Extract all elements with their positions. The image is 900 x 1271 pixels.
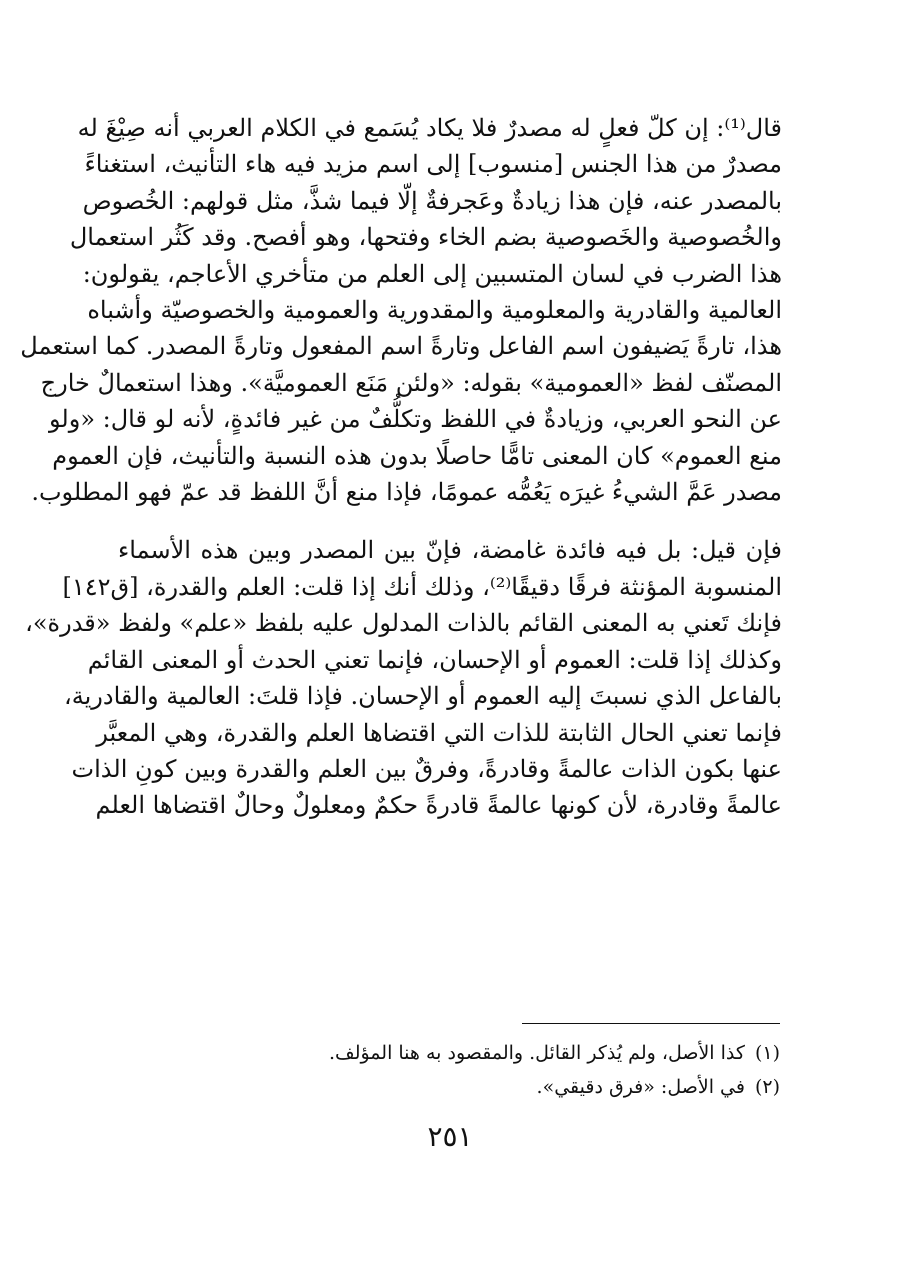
footnotes [116, 1036, 780, 1104]
text-line: منع العموم» كان المعنى تامًّا حاصلًا بدون هذه النسبة والتأنيث، فإن العموم [52, 441, 782, 470]
text-line: فإنما تعني الحال الثابتة للذات التي اقتضاها العلم والقدرة، وهي المعبَّر [96, 718, 782, 747]
text-line: بالمصدر عنه، فإن هذا زيادةٌ وعَجرفةٌ إلّا فيما شذَّ، مثل قولهم: الخُصوص [82, 186, 782, 215]
text-line: والخُصوصية والخَصوصية بضم الخاء وفتحها، وهو أفصح. وقد كَثُر استعمال [69, 223, 782, 252]
text-line: هذا، تارةً يَضيفون اسم الفاعل وتارةً اسم المفعول وتارةً المصدر. كما استعمل [20, 332, 782, 361]
paragraph-1 [20, 110, 782, 510]
text-line: مصدر عَمَّ الشيءُ غيرَه يَعُمُّه عمومًا، فإذا منع أنَّ اللفظ قد عمّ فهو المطلوب. [31, 478, 782, 507]
text-line: هذا الضرب في لسان المتسبين إلى العلم من متأخري الأعاجم، يقولون: [82, 259, 782, 288]
text-line: قال⁽¹⁾: إن كلّ فعلٍ له مصدرٌ فلا يكاد يُسَمع في الكلام العربي أنه صِيْغَ له [77, 114, 782, 142]
footnote-text: في الأصل: «فرق دقيقي». [536, 1076, 745, 1098]
text-line: فإنك تَعني به المعنى القائم بالذات المدلول عليه بلفظ «علم» ولفظ «قدرة»، [25, 609, 782, 638]
text-line: فإن قيل: بل فيه فائدة غامضة، فإنّ بين المصدر وبين هذه الأسماء [118, 536, 782, 565]
text-line: العالمية والقادرية والمعلومية والمقدورية والعمومية والخصوصيّة وأشباه [87, 296, 782, 325]
text-line: عن النحو العربي، وزيادةٌ في اللفظ وتكلُّفٌ من غير فائدةٍ، لأنه لو قال: «ولو [49, 405, 782, 434]
footnote-separator [522, 1023, 780, 1024]
text-line: المصنّف لفظ «العمومية» بقوله: «ولئن مَنَع العموميَّة». وهذا استعمالٌ خارج [40, 368, 782, 397]
text-line: مصدرٌ من هذا الجنس [منسوب] إلى اسم مزيد فيه هاء التأنيث، استغناءً [84, 150, 782, 179]
text-line: بالفاعل الذي نسبتَ إليه العموم أو الإحسان. فإذا قلتَ: العالمية والقادرية، [64, 682, 782, 711]
text-line: وكذلك إذا قلت: العموم أو الإحسان، فإنما تعني الحدث أو المعنى القائم [87, 645, 782, 674]
text-line: عنها بكون الذات عالمةً وقادرةً، وفرقٌ بين العلم والقدرة وبين كونِ الذات [71, 754, 782, 783]
footnote-2 [116, 1070, 780, 1104]
text-line: المنسوبة المؤنثة فرقًا دقيقًا⁽²⁾، وذلك أنك إذا قلت: العلم والقدرة، [ق١٤٢] [62, 572, 782, 601]
main-text [20, 110, 782, 824]
footnote-number: (١) [754, 1042, 780, 1064]
text-line: عالمةً وقادرة، لأن كونها عالمةً قادرةً حكمٌ ومعلولٌ وحالٌ اقتضاها العلم [95, 791, 782, 820]
footnote-text: كذا الأصل، ولم يُذكر القائل. والمقصود به هنا المؤلف. [328, 1042, 745, 1064]
paragraph-2 [25, 532, 782, 823]
page-number: ٢٥١ [427, 1120, 473, 1153]
footnote-number: (٢) [754, 1076, 780, 1098]
footnote-1 [116, 1036, 780, 1070]
